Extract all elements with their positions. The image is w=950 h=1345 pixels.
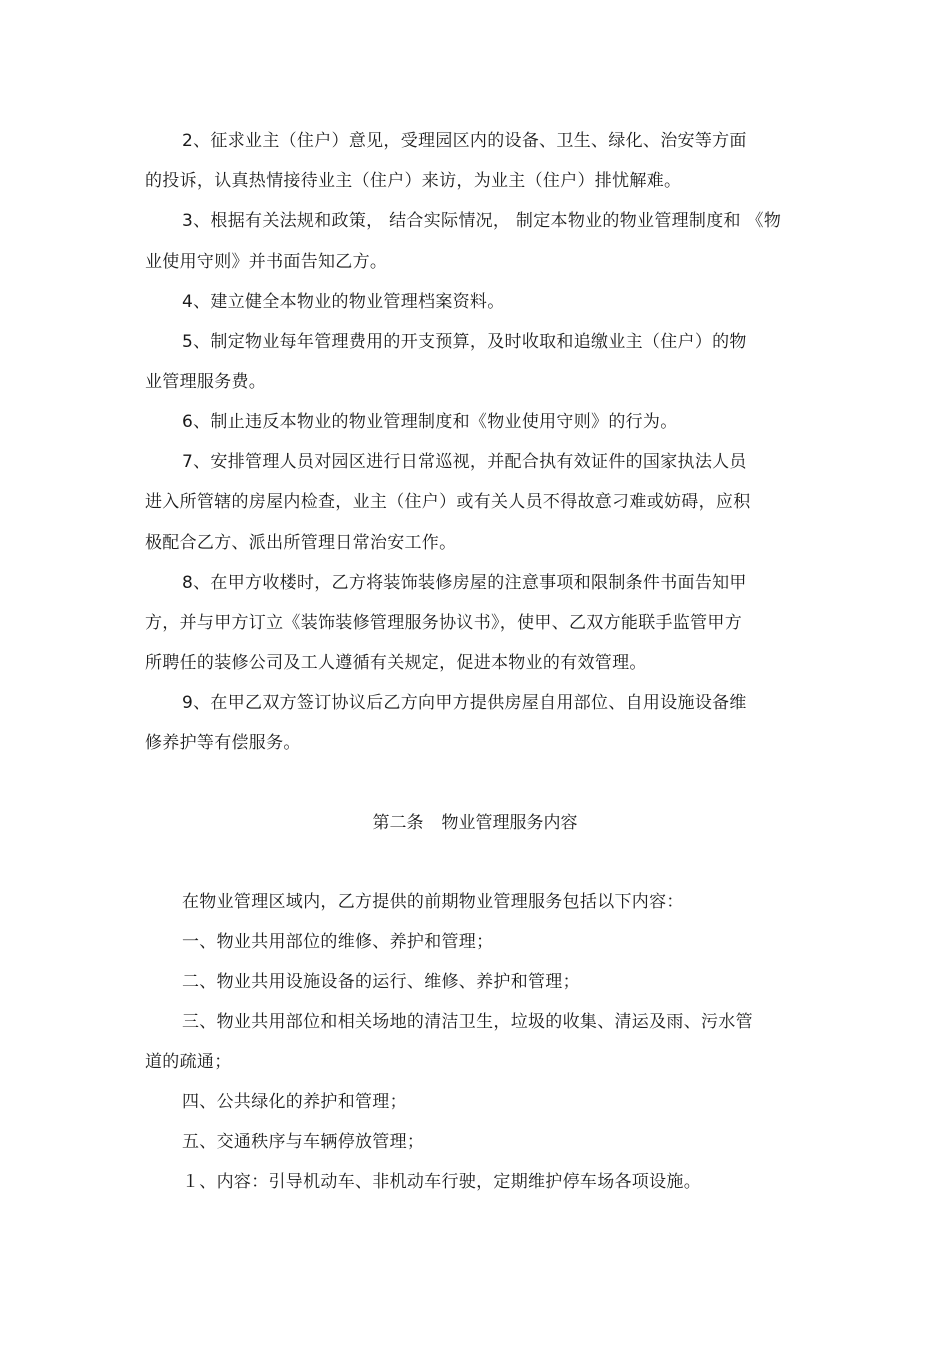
paragraph-line: 业使用守则》并书面告知乙方。 (145, 252, 388, 272)
paragraph-line: １、内容：引导机动车、非机动车行驶，定期维护停车场各项设施。 (182, 1172, 701, 1192)
paragraph-line: 所聘任的装修公司及工人遵循有关规定，促进本物业的有效管理。 (145, 653, 647, 673)
section-article-number: 第二条 (372, 813, 424, 833)
paragraph-line: 4、建立健全本物业的物业管理档案资料。 (182, 292, 505, 312)
section-title: 物业管理服务内容 (441, 813, 578, 833)
paragraph-line: 修养护等有偿服务。 (145, 733, 301, 753)
paragraph-line: 8、在甲方收楼时，乙方将装饰装修房屋的注意事项和限制条件书面告知甲 (182, 573, 747, 593)
paragraph-line: 一、物业共用部位的维修、养护和管理； (182, 932, 494, 952)
paragraph-line: 二、物业共用设施设备的运行、维修、养护和管理； (182, 972, 580, 992)
paragraph-line: 五、交通秩序与车辆停放管理； (182, 1132, 425, 1152)
paragraph-line: 方，并与甲方订立《装饰装修管理服务协议书》，使甲、乙双方能联手监管甲方 (145, 613, 742, 633)
paragraph-line: 的投诉，认真热情接待业主（住户）来访，为业主（住户）排忧解难。 (145, 171, 682, 191)
paragraph-line: 7、安排管理人员对园区进行日常巡视，并配合执有效证件的国家执法人员 (182, 452, 747, 472)
paragraph-line: 3、根据有关法规和政策， 结合实际情况， 制定本物业的物业管理制度和 《物 (182, 211, 782, 231)
paragraph-line: 在物业管理区域内，乙方提供的前期物业管理服务包括以下内容： (182, 892, 684, 912)
paragraph-line: 进入所管辖的房屋内检查，业主（住户）或有关人员不得故意刁难或妨碍，应积 (145, 492, 751, 512)
paragraph-line: 5、制定物业每年管理费用的开支预算，及时收取和追缴业主（住户）的物 (182, 332, 747, 352)
paragraph-line: 三、物业共用部位和相关场地的清洁卫生，垃圾的收集、清运及雨、污水管 (182, 1012, 753, 1032)
paragraph-line: 2、征求业主（住户）意见，受理园区内的设备、卫生、绿化、治安等方面 (182, 131, 747, 151)
section-heading (0, 811, 950, 835)
paragraph-line: 极配合乙方、派出所管理日常治安工作。 (145, 533, 457, 553)
paragraph-line: 四、公共绿化的养护和管理； (182, 1092, 407, 1112)
paragraph-line: 6、制止违反本物业的物业管理制度和《物业使用守则》的行为。 (182, 412, 678, 432)
paragraph-line: 道的疏通； (145, 1052, 232, 1072)
paragraph-line: 业管理服务费。 (145, 372, 267, 392)
paragraph-line: 9、在甲乙双方签订协议后乙方向甲方提供房屋自用部位、自用设施设备维 (182, 693, 747, 713)
